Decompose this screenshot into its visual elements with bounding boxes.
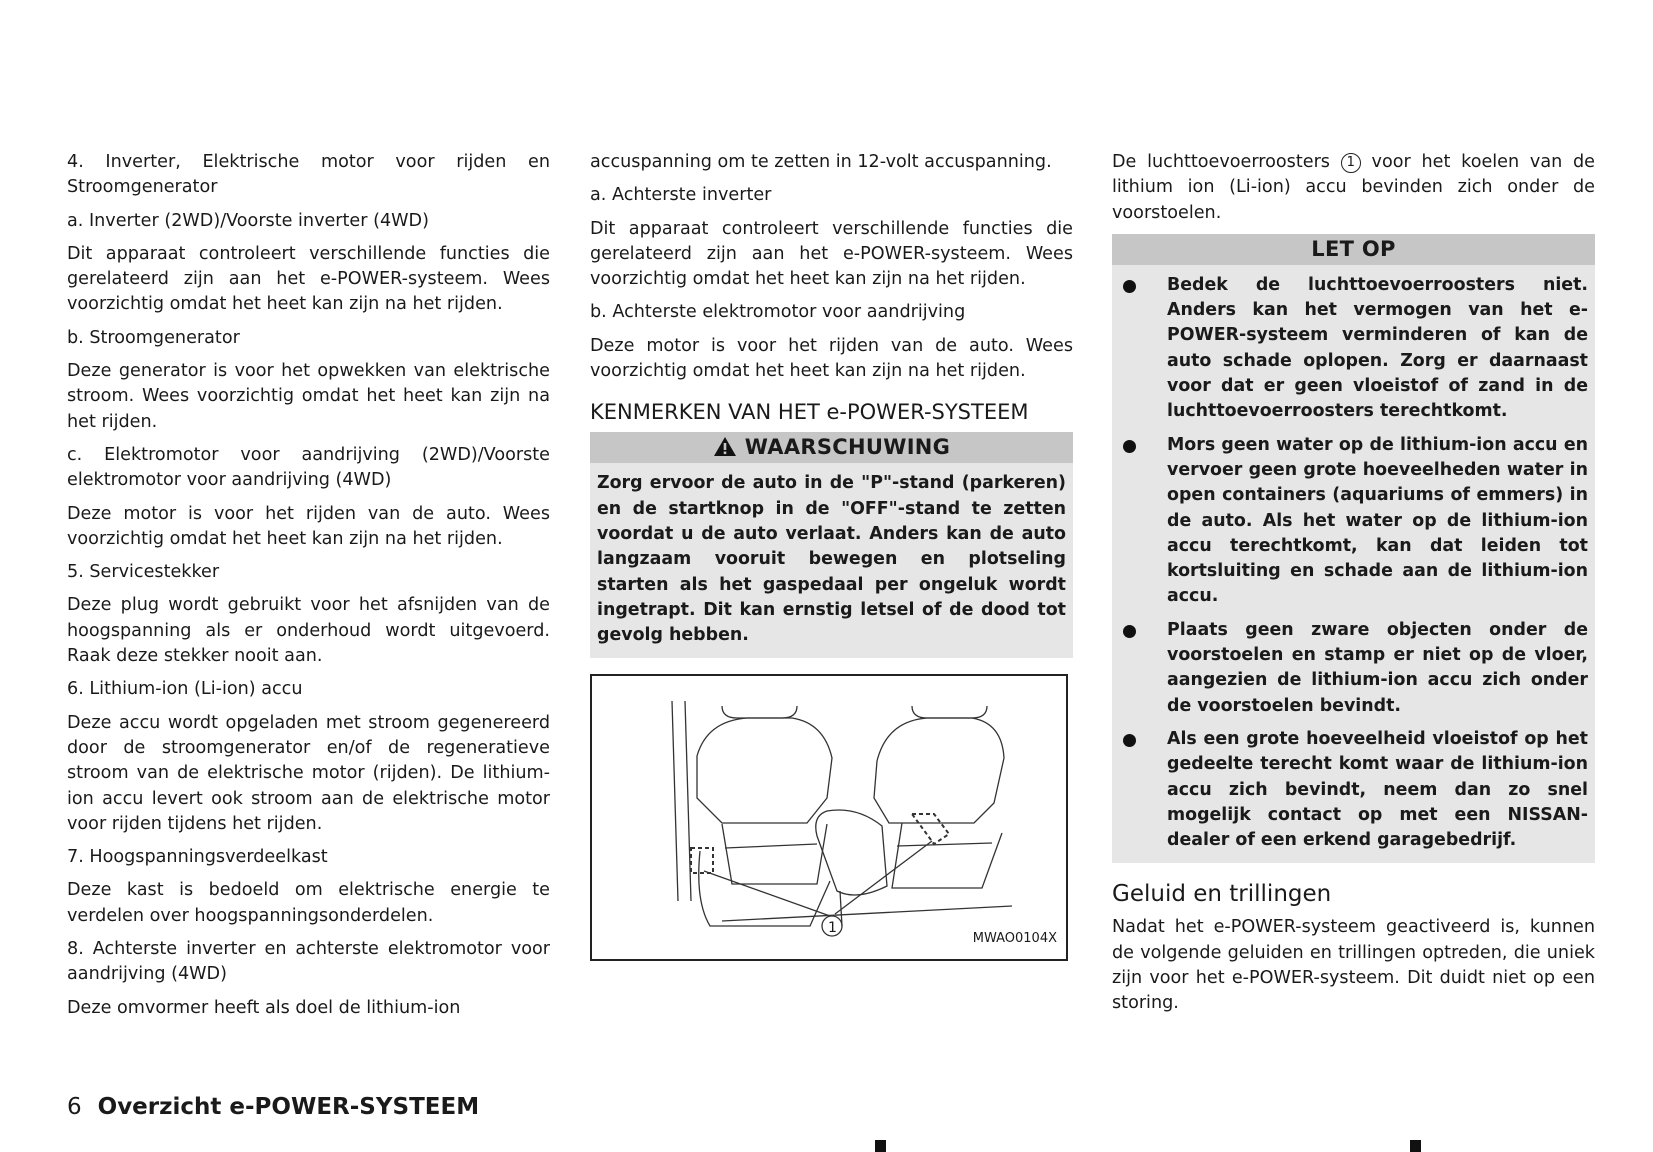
paragraph: Dit apparaat controleert verschillende functies die gerelateerd zijn aan het e-POWER-systeem. Wees voorzichtig omdat het heet kan zijn na het rijden. — [590, 218, 1073, 290]
paragraph: Deze motor is voor het rijden van de auto. Wees voorzichtig omdat het heet kan zijn na het rijden. — [67, 503, 550, 549]
bullet-icon — [1123, 280, 1136, 293]
bullet-icon — [1123, 625, 1136, 638]
sub-heading: b. Stroomgenerator — [67, 327, 240, 348]
item-heading: 4. Inverter, Elektrische motor voor rijden en Stroomgenerator — [67, 152, 550, 198]
caution-box — [1112, 234, 1595, 864]
caution-item — [1119, 618, 1588, 719]
caution-item-text: Plaats geen zware objecten onder de voorstoelen en stamp er niet op de vloer, aangezien de lithium-ion accu zich onder de voorstoelen bevindt. — [1167, 619, 1588, 716]
caution-item-text: Als een grote hoeveelheid vloeistof op het gedeelte terecht komt waar de lithium-ion accu zich bevindt, neem dan zo snel mogelijk contact op met een NISSAN-dealer of een erkend garagebedrijf. — [1167, 728, 1588, 851]
paragraph: Deze kast is bedoeld om elektrische energie te verdelen over hoogspanningsonderdelen. — [67, 880, 550, 926]
intro-text: De luchttoevoerroosters — [1112, 152, 1330, 172]
figure-code: MWAO0104X — [972, 931, 1057, 947]
item-heading: 5. Servicestekker — [67, 562, 220, 583]
sub-heading: a. Achterste inverter — [590, 185, 772, 206]
bullet-icon — [1123, 440, 1136, 453]
page-number: 6 — [67, 1094, 82, 1120]
paragraph: Dit apparaat controleert verschillende functies die gerelateerd zijn aan het e-POWER-systeem. Wees voorzichtig omdat het heet kan zijn na het rijden. — [67, 243, 550, 315]
column-1 — [67, 150, 550, 1029]
bullet-icon — [1123, 734, 1136, 747]
page-footer — [67, 1094, 479, 1120]
caution-item — [1119, 433, 1588, 610]
caution-body — [1112, 265, 1595, 864]
caution-item — [1119, 727, 1588, 853]
crop-mark — [1410, 1140, 1421, 1152]
footer-section-title: Overzicht e-POWER-SYSTEEM — [97, 1094, 480, 1120]
caution-item-text: Bedek de luchttoevoerroosters niet. Anders kan het vermogen van het e-POWER-systeem verminderen of kan de auto schade oplopen. Zorg er daarnaast voor dat er geen vloeistof of zand in de luchttoevoerroosters terechtkomt. — [1167, 274, 1588, 422]
caution-item — [1119, 273, 1588, 425]
sub-heading: c. Elektromotor voor aandrijving (2WD)/Voorste elektromotor voor aandrijving (4WD) — [67, 444, 550, 491]
item-heading: 6. Lithium-ion (Li-ion) accu — [67, 679, 303, 700]
intro-paragraph — [1112, 150, 1595, 226]
caution-title: LET OP — [1112, 234, 1595, 265]
section-heading: KENMERKEN VAN HET e-POWER-SYSTEEM — [590, 400, 1029, 425]
paragraph: Deze motor is voor het rijden van de auto. Wees voorzichtig omdat het heet kan zijn na het rijden. — [590, 335, 1073, 382]
sub-heading: a. Inverter (2WD)/Voorste inverter (4WD) — [67, 210, 429, 231]
warning-triangle-icon — [713, 436, 737, 457]
warning-text: Zorg ervoor de auto in de "P"-stand (parkeren) en de startknop in de "OFF"-stand te zetten voordat u de auto verlaat. Anders kan de auto langzaam vooruit bewegen en plotseling starten als het gaspedaal per ongeluk wordt ingetrapt. Dit kan ernstig letsel of de dood tot gevolg hebben. — [597, 473, 1066, 646]
section-heading: Geluid en trillingen — [1112, 881, 1332, 908]
intro-text-rest: voor het koelen van de lithium ion (Li-ion) accu bevinden zich onder de voorstoelen. — [1112, 152, 1596, 223]
sub-heading: b. Achterste elektromotor voor aandrijving — [590, 302, 966, 323]
paragraph: Deze plug wordt gebruikt voor het afsnijden van de hoogspanning als er onderhoud wordt uitgevoerd. Raak deze stekker nooit aan. — [67, 595, 550, 667]
warning-title: WAARSCHUWING — [744, 435, 951, 460]
column-3 — [1112, 150, 1595, 1025]
crop-mark — [875, 1140, 886, 1152]
paragraph: accuspanning om te zetten in 12-volt accuspanning. — [590, 152, 1052, 172]
figure-callout: 1 — [828, 920, 837, 937]
warning-box — [590, 432, 1073, 658]
seat-illustration — [590, 674, 1068, 961]
paragraph: Deze omvormer heeft als doel de lithium-ion — [67, 997, 461, 1018]
paragraph: Deze generator is voor het opwekken van elektrische stroom. Wees voorzichtig omdat het heet kan zijn na het rijden. — [67, 361, 550, 432]
callout-1: 1 — [1341, 153, 1361, 173]
paragraph: Nadat het e-POWER-systeem geactiveerd is, kunnen de volgende geluiden en trillingen optreden, die uniek zijn voor het e-POWER-systeem. Dit duidt niet op een storing. — [1112, 917, 1595, 1014]
paragraph: Deze accu wordt opgeladen met stroom gegenereerd door de stroomgenerator en/of de regeneratieve stroom van de elektrische motor (rijden). De lithium-ion accu levert ook stroom aan de elektrische motor voor rijden tijdens het rijden. — [67, 712, 550, 834]
item-heading: 7. Hoogspanningsverdeelkast — [67, 847, 328, 868]
caution-item-text: Mors geen water op de lithium-ion accu en vervoer geen grote hoeveelheden water in open containers (aquariums of emmers) in de auto. Als het water op de lithium-ion accu terechtkomt, kan dat leiden tot kortsluiting en schade aan de lithium-ion accu. — [1167, 434, 1588, 607]
warning-header — [590, 432, 1073, 463]
column-2 — [590, 150, 1073, 961]
item-heading: 8. Achterste inverter en achterste elektromotor voor aandrijving (4WD) — [67, 939, 550, 985]
